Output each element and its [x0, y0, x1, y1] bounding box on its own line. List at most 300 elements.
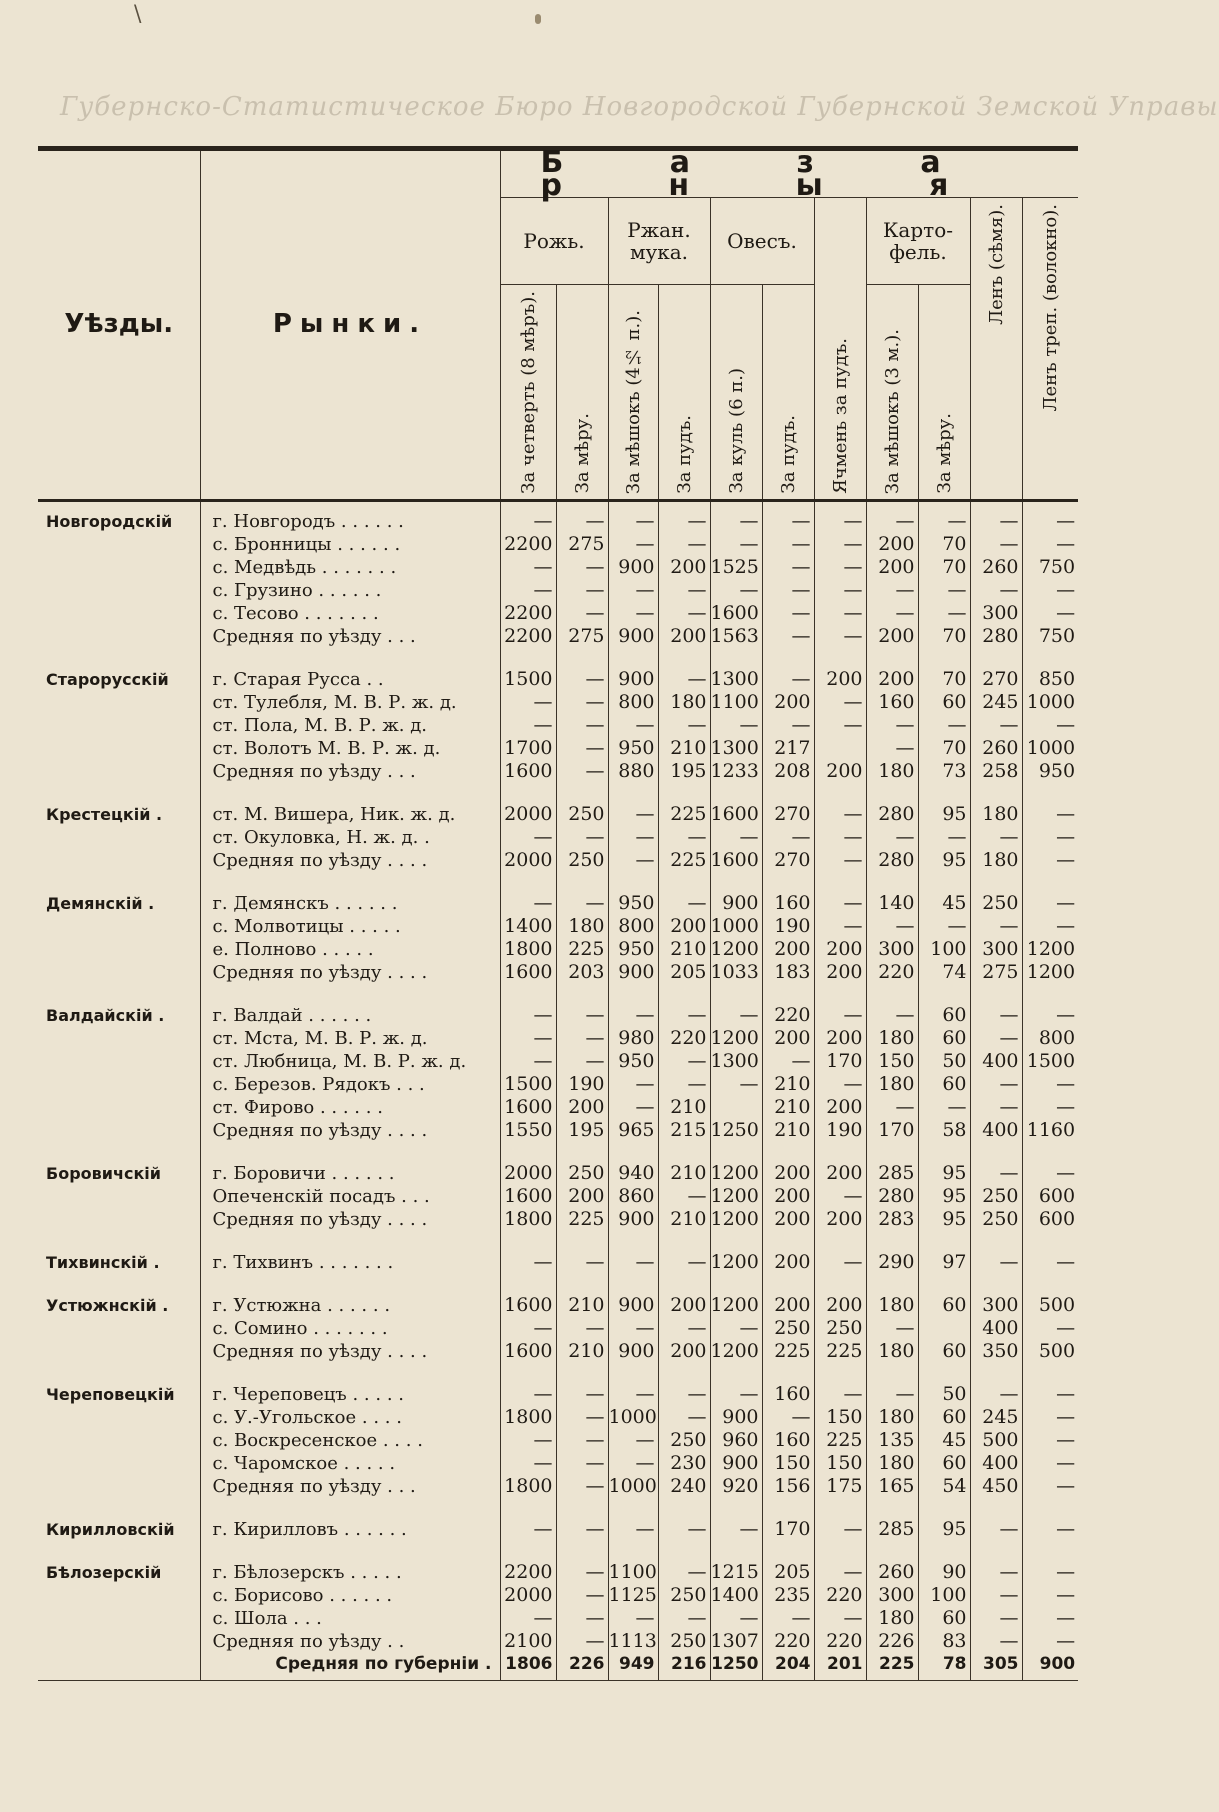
- uezd-name: [38, 1073, 200, 1096]
- price-cell: 250: [658, 1630, 710, 1653]
- price-cell: —: [970, 1073, 1022, 1096]
- price-cell: 1033: [710, 961, 762, 984]
- price-cell: 200: [814, 760, 866, 783]
- price-cell: —: [866, 714, 918, 737]
- price-cell: —: [658, 510, 710, 533]
- uezd-name: [38, 1607, 200, 1630]
- price-cell: 280: [866, 803, 918, 826]
- uezd-name: [38, 1185, 200, 1208]
- price-cell: 285: [866, 1518, 918, 1541]
- price-cell: —: [1022, 1004, 1078, 1027]
- price-cell: 60: [918, 1340, 970, 1363]
- price-cell: 1800: [500, 1475, 556, 1498]
- price-cell: 900: [608, 556, 658, 579]
- table-row: [38, 1050, 1078, 1073]
- price-cell: —: [1022, 1251, 1078, 1274]
- price-cell: —: [500, 691, 556, 714]
- price-cell: 1600: [500, 1096, 556, 1119]
- price-cell: —: [556, 1584, 608, 1607]
- price-cell: 50: [918, 1383, 970, 1406]
- uezd-name: Старорусскій: [46, 669, 169, 689]
- price-cell: 180: [970, 803, 1022, 826]
- table-row: [38, 1340, 1078, 1363]
- price-cell: 180: [866, 1340, 918, 1363]
- price-cell: 180: [866, 1406, 918, 1429]
- group-rzhan-muka: Ржан. мука.: [608, 198, 710, 285]
- price-cell: 225: [814, 1429, 866, 1452]
- price-cell: 190: [762, 915, 814, 938]
- price-cell: —: [556, 1630, 608, 1653]
- price-cell: —: [500, 1317, 556, 1340]
- price-cell: 180: [866, 1073, 918, 1096]
- price-cell: 400: [970, 1050, 1022, 1073]
- price-cell: 208: [762, 760, 814, 783]
- price-cell: 1500: [500, 1073, 556, 1096]
- table-row: [38, 1429, 1078, 1452]
- price-cell: —: [762, 625, 814, 648]
- price-cell: 50: [918, 1050, 970, 1073]
- market-name: ст. Волотъ М. В. Р. ж. д.: [200, 737, 500, 760]
- price-cell: —: [762, 602, 814, 625]
- market-name: с. Молвотицы . . . . .: [200, 915, 500, 938]
- price-cell: [814, 737, 866, 760]
- table-row: [38, 1607, 1078, 1630]
- price-cell: 1800: [500, 938, 556, 961]
- price-cell: 1800: [500, 1406, 556, 1429]
- price-cell: —: [500, 714, 556, 737]
- header-separator: [38, 500, 1078, 510]
- col-rozh-meru: За мѣру.: [556, 285, 608, 501]
- price-cell: 190: [814, 1119, 866, 1142]
- price-cell: 1000: [710, 915, 762, 938]
- price-cell: 750: [1022, 625, 1078, 648]
- price-cell: 100: [918, 938, 970, 961]
- price-cell: —: [1022, 510, 1078, 533]
- col-oves-pud: За пудъ.: [762, 285, 814, 501]
- market-name: с. Бронницы . . . . . .: [200, 533, 500, 556]
- uezd-name: Крестецкій .: [46, 804, 163, 824]
- price-cell: —: [658, 579, 710, 602]
- market-name: с. Тесово . . . . . . .: [200, 602, 500, 625]
- price-cell: 2000: [500, 803, 556, 826]
- price-cell: 900: [608, 961, 658, 984]
- uezd-name: [38, 1208, 200, 1231]
- uezd-name: [38, 737, 200, 760]
- price-cell: 300: [970, 602, 1022, 625]
- uezd-name: [38, 1584, 200, 1607]
- gubernia-average-cell: 204: [762, 1653, 814, 1681]
- gubernia-average-cell: 305: [970, 1653, 1022, 1681]
- price-cell: 95: [918, 1185, 970, 1208]
- price-cell: 2200: [500, 1561, 556, 1584]
- price-cell: 150: [866, 1050, 918, 1073]
- price-cell: 200: [814, 1294, 866, 1317]
- price-cell: —: [970, 533, 1022, 556]
- price-cell: —: [762, 1607, 814, 1630]
- price-cell: 200: [814, 1208, 866, 1231]
- price-cell: —: [556, 1452, 608, 1475]
- gubernia-average-row: [38, 1653, 1078, 1681]
- uezd-name: [38, 938, 200, 961]
- price-cell: 183: [762, 961, 814, 984]
- market-name: ст. Пола, М. В. Р. ж. д.: [200, 714, 500, 737]
- table-row: [38, 556, 1078, 579]
- table-row: [38, 915, 1078, 938]
- price-cell: 220: [814, 1630, 866, 1653]
- price-cell: —: [814, 1251, 866, 1274]
- table-row: [38, 1073, 1078, 1096]
- price-cell: 900: [710, 1452, 762, 1475]
- price-cell: —: [1022, 1518, 1078, 1541]
- price-cell: —: [556, 1429, 608, 1452]
- row-spacer: [38, 984, 1078, 1004]
- price-cell: —: [658, 1607, 710, 1630]
- table-row: [38, 668, 1078, 691]
- price-cell: 200: [658, 1340, 710, 1363]
- price-cell: 60: [918, 1027, 970, 1050]
- col-rozh-chetvert: За четверть (8 мѣръ).: [500, 285, 556, 501]
- price-cell: 245: [970, 691, 1022, 714]
- price-cell: 200: [556, 1185, 608, 1208]
- price-cell: —: [1022, 826, 1078, 849]
- price-cell: 920: [710, 1475, 762, 1498]
- uezd-name: Тихвинскій .: [46, 1252, 160, 1272]
- price-cell: —: [814, 1004, 866, 1027]
- price-cell: —: [710, 1607, 762, 1630]
- price-cell: 180: [658, 691, 710, 714]
- market-name: Средняя по уѣзду . . . .: [200, 1340, 500, 1363]
- price-cell: —: [500, 1452, 556, 1475]
- price-cell: —: [608, 1607, 658, 1630]
- price-cell: 200: [762, 1294, 814, 1317]
- uezd-name: Валдайскій .: [46, 1005, 165, 1025]
- price-cell: 150: [814, 1406, 866, 1429]
- price-cell: 800: [608, 915, 658, 938]
- price-cell: 150: [814, 1452, 866, 1475]
- price-cell: 215: [658, 1119, 710, 1142]
- price-cell: 73: [918, 760, 970, 783]
- price-cell: 250: [814, 1317, 866, 1340]
- price-cell: 1160: [1022, 1119, 1078, 1142]
- row-spacer: [38, 872, 1078, 892]
- price-cell: 225: [658, 849, 710, 872]
- price-cell: —: [1022, 1584, 1078, 1607]
- price-cell: 70: [918, 737, 970, 760]
- price-cell: 1525: [710, 556, 762, 579]
- price-cell: —: [866, 510, 918, 533]
- table-row: [38, 1475, 1078, 1498]
- price-cell: 1000: [608, 1405, 657, 1428]
- market-name: г. Устюжна . . . . . .: [200, 1294, 500, 1317]
- price-cell: —: [710, 579, 762, 602]
- price-cell: —: [1022, 1607, 1078, 1630]
- price-cell: —: [710, 1004, 762, 1027]
- table-row: [38, 1452, 1078, 1475]
- uezd-name: [38, 849, 200, 872]
- price-cell: —: [970, 1630, 1022, 1653]
- price-cell: —: [658, 1317, 710, 1340]
- price-cell: 200: [814, 668, 866, 691]
- price-cell: 1200: [710, 1162, 762, 1185]
- price-cell: 275: [556, 625, 608, 648]
- price-cell: 2000: [500, 1584, 556, 1607]
- price-cell: —: [710, 826, 762, 849]
- price-cell: 200: [762, 1185, 814, 1208]
- header-uezdy: Уѣзды.: [38, 149, 200, 501]
- price-cell: —: [556, 1406, 608, 1429]
- price-cell: 200: [814, 1096, 866, 1119]
- price-cell: —: [1022, 1452, 1078, 1475]
- price-cell: —: [970, 1251, 1022, 1274]
- table-row: [38, 1518, 1078, 1541]
- price-cell: 205: [762, 1561, 814, 1584]
- price-cell: 2200: [500, 602, 556, 625]
- price-cell: 280: [866, 849, 918, 872]
- price-cell: —: [1022, 915, 1078, 938]
- price-cell: —: [970, 1518, 1022, 1541]
- price-cell: 1000: [608, 1474, 657, 1497]
- price-cell: 250: [970, 1208, 1022, 1231]
- price-cell: 500: [1022, 1340, 1078, 1363]
- price-cell: —: [1022, 1073, 1078, 1096]
- price-cell: 217: [762, 737, 814, 760]
- col-muka-pud: За пудъ.: [658, 285, 710, 501]
- table-row: [38, 579, 1078, 602]
- uezd-name: [38, 625, 200, 648]
- col-kart-meru: За мѣру.: [918, 285, 970, 501]
- price-cell: 1113: [608, 1629, 657, 1652]
- price-cell: 74: [918, 961, 970, 984]
- col-muka-meshok: За мѣшокъ (4½ п.).: [608, 285, 658, 501]
- price-cell: —: [918, 915, 970, 938]
- price-cell: 70: [918, 533, 970, 556]
- table-row: [38, 1208, 1078, 1231]
- table-row: [38, 1630, 1078, 1653]
- price-cell: 1100: [608, 1560, 657, 1583]
- price-cell: —: [500, 892, 556, 915]
- price-cell: —: [1022, 1475, 1078, 1498]
- gubernia-average-cell: 900: [1022, 1653, 1078, 1681]
- price-cell: 750: [1022, 556, 1078, 579]
- price-cell: 90: [918, 1561, 970, 1584]
- price-cell: —: [556, 556, 608, 579]
- group-rozh: Рожь.: [500, 198, 608, 285]
- uezd-name: Кирилловскій: [46, 1519, 175, 1539]
- table-row: [38, 602, 1078, 625]
- price-cell: 450: [970, 1475, 1022, 1498]
- price-cell: —: [866, 737, 918, 760]
- table-row: [38, 938, 1078, 961]
- price-cell: —: [556, 1004, 608, 1027]
- market-name: Средняя по уѣзду . . .: [200, 625, 500, 648]
- market-name: Средняя по уѣзду . .: [200, 1630, 500, 1653]
- price-cell: 1600: [500, 760, 556, 783]
- table-body: [38, 500, 1078, 1680]
- price-cell: —: [658, 1185, 710, 1208]
- price-cell: —: [1022, 602, 1078, 625]
- price-cell: —: [814, 1185, 866, 1208]
- price-cell: 500: [1022, 1294, 1078, 1317]
- market-name: г. Новгородъ . . . . . .: [200, 510, 500, 533]
- price-cell: —: [608, 510, 658, 533]
- table-row: [38, 1294, 1078, 1317]
- price-cell: —: [556, 1475, 608, 1498]
- row-spacer: [38, 1498, 1078, 1518]
- price-cell: —: [710, 714, 762, 737]
- price-cell: 250: [762, 1317, 814, 1340]
- price-cell: 350: [970, 1340, 1022, 1363]
- price-cell: —: [658, 1406, 710, 1429]
- price-cell: 1200: [710, 938, 762, 961]
- price-cell: —: [918, 510, 970, 533]
- price-cell: 250: [556, 849, 608, 872]
- market-name: с. Шола . . .: [200, 1607, 500, 1630]
- price-cell: 1600: [710, 602, 762, 625]
- price-cell: —: [658, 1251, 710, 1274]
- row-spacer: [38, 648, 1078, 668]
- price-cell: 150: [762, 1452, 814, 1475]
- price-cell: 285: [866, 1162, 918, 1185]
- price-cell: —: [658, 892, 710, 915]
- price-cell: 205: [658, 961, 710, 984]
- price-cell: 156: [762, 1475, 814, 1498]
- uezd-name: [38, 556, 200, 579]
- market-name: г. Валдай . . . . . .: [200, 1004, 500, 1027]
- price-cell: 965: [608, 1119, 658, 1142]
- market-name: с. Медвѣдь . . . . . . .: [200, 556, 500, 579]
- table-row: [38, 1027, 1078, 1050]
- price-cell: —: [1022, 1096, 1078, 1119]
- uezd-name: [38, 533, 200, 556]
- table-row: [38, 892, 1078, 915]
- row-spacer: [38, 1231, 1078, 1251]
- price-cell: —: [918, 602, 970, 625]
- price-cell: —: [608, 803, 658, 826]
- price-cell: 1563: [710, 625, 762, 648]
- price-cell: —: [1022, 1162, 1078, 1185]
- price-cell: 250: [556, 1162, 608, 1185]
- gubernia-average-cell: 78: [918, 1653, 970, 1681]
- price-cell: —: [970, 915, 1022, 938]
- price-cell: 260: [970, 556, 1022, 579]
- price-cell: 60: [918, 1452, 970, 1475]
- price-cell: —: [814, 556, 866, 579]
- price-cell: —: [970, 714, 1022, 737]
- table-row: [38, 714, 1078, 737]
- header-bazarnye: Б а з а р н ы я: [500, 149, 1078, 198]
- col-kart-meshok: За мѣшокъ (3 м.).: [866, 285, 918, 501]
- price-cell: —: [866, 1383, 918, 1406]
- market-name: ст. М. Вишера, Ник. ж. д.: [200, 803, 500, 826]
- price-cell: 2200: [500, 533, 556, 556]
- market-name: с. Воскресенское . . . .: [200, 1429, 500, 1452]
- uezd-name: [38, 1050, 200, 1073]
- bleed-through-header: Губернско-Статистическое Бюро Новгородской Губернской Земской Управы: [60, 92, 1219, 122]
- price-cell: 900: [608, 668, 658, 691]
- price-cell: 200: [658, 625, 710, 648]
- col-yachmen: Ячмень за пудъ.: [814, 198, 866, 501]
- price-cell: 275: [556, 533, 608, 556]
- uezd-name: [38, 1096, 200, 1119]
- price-cell: —: [814, 892, 866, 915]
- price-cell: —: [608, 1096, 658, 1119]
- price-cell: 1200: [1022, 961, 1078, 984]
- table-row: [38, 737, 1078, 760]
- uezd-name: Бѣлозерскій: [46, 1562, 162, 1582]
- price-cell: 900: [608, 1294, 658, 1317]
- table-row: [38, 1096, 1078, 1119]
- price-cell: 1400: [500, 915, 556, 938]
- price-cell: 54: [918, 1475, 970, 1498]
- price-cell: 880: [608, 760, 658, 783]
- price-cell: —: [970, 1607, 1022, 1630]
- price-cell: —: [710, 1383, 762, 1406]
- price-cell: —: [1022, 533, 1078, 556]
- price-cell: —: [1022, 714, 1078, 737]
- price-cell: —: [710, 1317, 762, 1340]
- price-cell: 950: [608, 1050, 658, 1073]
- price-cell: 160: [762, 1429, 814, 1452]
- price-cell: 200: [658, 556, 710, 579]
- row-spacer: [38, 783, 1078, 803]
- price-cell: 1600: [500, 1294, 556, 1317]
- price-cell: 950: [608, 938, 658, 961]
- price-cell: 250: [658, 1584, 710, 1607]
- table-row: [38, 1383, 1078, 1406]
- price-cell: 1600: [500, 961, 556, 984]
- price-cell: 2000: [500, 1162, 556, 1185]
- price-cell: 180: [866, 1607, 918, 1630]
- uezd-name: [38, 1452, 200, 1475]
- price-cell: —: [710, 510, 762, 533]
- price-cell: —: [814, 579, 866, 602]
- price-cell: 400: [970, 1119, 1022, 1142]
- price-cell: —: [556, 602, 608, 625]
- price-cell: —: [608, 849, 658, 872]
- price-cell: —: [814, 1518, 866, 1541]
- price-cell: 1200: [710, 1251, 762, 1274]
- price-cell: 210: [762, 1096, 814, 1119]
- price-cell: 300: [970, 1294, 1022, 1317]
- price-cell: 180: [866, 1294, 918, 1317]
- price-cell: —: [608, 602, 658, 625]
- price-cell: 280: [866, 1185, 918, 1208]
- price-cell: 1500: [500, 668, 556, 691]
- price-cell: 225: [556, 938, 608, 961]
- price-cell: —: [918, 714, 970, 737]
- price-cell: 60: [918, 1294, 970, 1317]
- price-cell: —: [970, 1004, 1022, 1027]
- price-cell: 1200: [710, 1340, 762, 1363]
- price-cell: —: [556, 1607, 608, 1630]
- price-cell: 70: [918, 625, 970, 648]
- row-spacer: [38, 1274, 1078, 1294]
- price-cell: 1200: [710, 1027, 762, 1050]
- price-cell: —: [608, 714, 658, 737]
- price-cell: 1000: [1022, 737, 1078, 760]
- price-cell: 1215: [710, 1561, 762, 1584]
- market-name: г. Череповецъ . . . . .: [200, 1383, 500, 1406]
- price-cell: —: [556, 1561, 608, 1584]
- price-cell: —: [710, 1073, 762, 1096]
- gubernia-average-cell: 1250: [710, 1653, 762, 1681]
- price-cell: 275: [970, 961, 1022, 984]
- price-cell: 900: [710, 1406, 762, 1429]
- price-cell: 1200: [710, 1294, 762, 1317]
- price-cell: 1125: [608, 1583, 657, 1606]
- price-cell: —: [608, 1251, 658, 1274]
- row-spacer: [38, 1541, 1078, 1561]
